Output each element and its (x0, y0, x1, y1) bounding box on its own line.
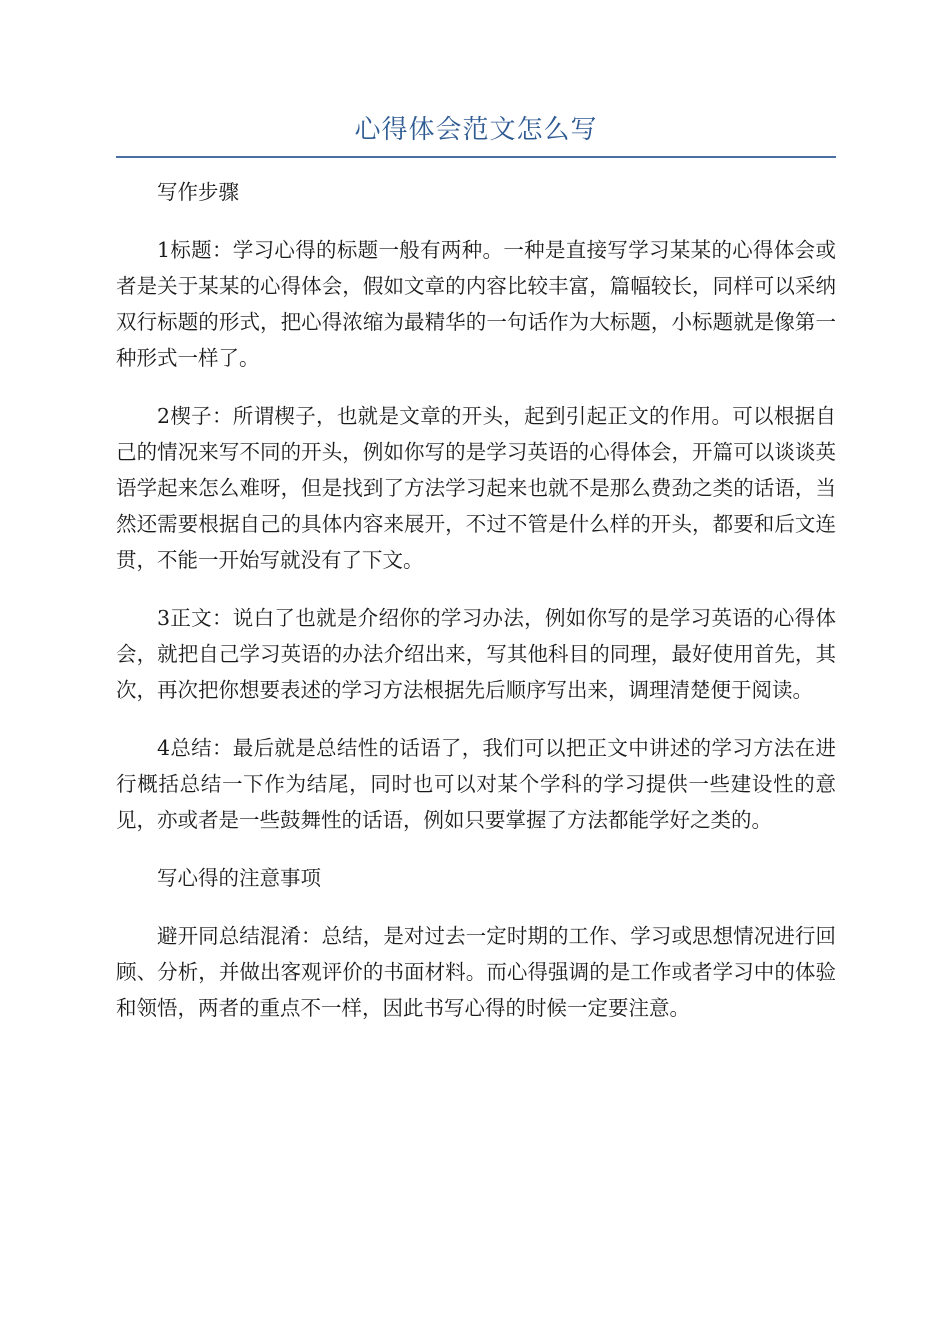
step-paragraph-2: 2楔子：所谓楔子，也就是文章的开头，起到引起正文的作用。可以根据自己的情况来写不同的开头，例如你写的是学习英语的心得体会，开篇可以谈谈英语学起来怎么难呀，但是找到了方法学习起来也就不是那么费劲之类的话语，当然还需要根据自己的具体内容来展开，不过不管是什么样的开头，都要和后文连贯，不能一开始写就没有了下文。 (116, 404, 836, 572)
note-paragraph-1: 避开同总结混淆：总结，是对过去一定时期的工作、学习或思想情况进行回顾、分析，并做出客观评价的书面材料。而心得强调的是工作或者学习中的体验和领悟，两者的重点不一样，因此书写心得的时候一定要注意。 (116, 924, 836, 1020)
step-paragraph-3: 3正文：说白了也就是介绍你的学习办法，例如你写的是学习英语的心得体会，就把自己学习英语的办法介绍出来，写其他科目的同理，最好使用首先，其次，再次把你想要表述的学习方法根据先后顺序写出来，调理清楚便于阅读。 (116, 606, 836, 702)
document-body (116, 174, 836, 1048)
page-title: 心得体会范文怎么写 (354, 115, 598, 145)
section-heading-notes: 写心得的注意事项 (157, 866, 321, 890)
title-block (116, 112, 836, 158)
step-paragraph-4: 4总结：最后就是总结性的话语了，我们可以把正文中讲述的学习方法在进行概括总结一下作为结尾，同时也可以对某个学科的学习提供一些建设性的意见，亦或者是一些鼓舞性的话语，例如只要掌握了方法都能学好之类的。 (116, 736, 836, 832)
step-paragraph-1: 1标题：学习心得的标题一般有两种。一种是直接写学习某某的心得体会或者是关于某某的心得体会，假如文章的内容比较丰富，篇幅较长，同样可以采纳双行标题的形式，把心得浓缩为最精华的一句话作为大标题，小标题就是像第一种形式一样了。 (116, 238, 836, 370)
section-heading-steps: 写作步骤 (157, 180, 239, 204)
